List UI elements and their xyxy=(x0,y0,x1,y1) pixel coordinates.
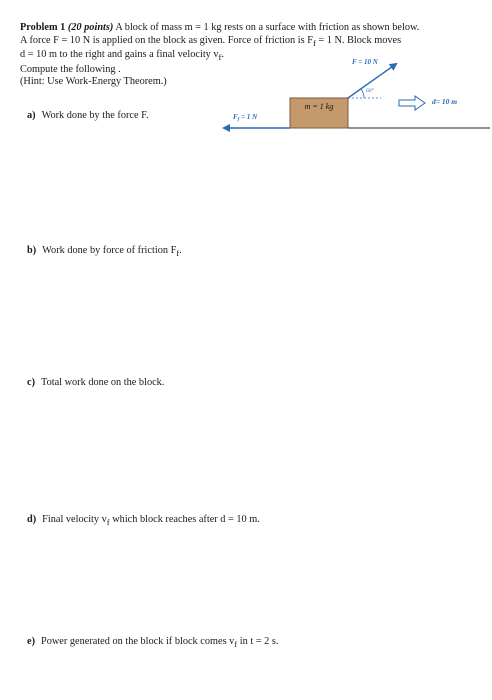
block-label: m = 1 kg xyxy=(304,102,334,111)
problem-line-4: Compute the following . xyxy=(20,63,121,75)
angle-label: 60° xyxy=(366,88,374,94)
question-c: c) Total work done on the block. xyxy=(27,377,165,388)
angle-arc xyxy=(361,89,364,98)
question-b: b) Work done by force of friction $F_f$. xyxy=(27,245,182,259)
problem-line-1 xyxy=(20,22,480,35)
distance-label: d= 10 m xyxy=(432,97,458,106)
problem-title: Problem 1 xyxy=(20,22,66,33)
force-diagram xyxy=(218,56,490,140)
problem-line-3: d = 10 m to the right and gains a final velocity $v_f$. xyxy=(20,49,224,63)
force-label: F = 10 N xyxy=(352,58,378,66)
question-e: e) Power generated on the block if block comes $v_f$ in t = 2 s. xyxy=(27,636,279,650)
question-a: a) Work done by the force F. xyxy=(27,110,149,121)
problem-points: (20 points) xyxy=(67,22,114,33)
distance-arrow-icon xyxy=(399,96,425,110)
problem-hint: (Hint: Use Work-Energy Theorem.) xyxy=(20,76,167,88)
question-d: d) Final velocity $v_f$ which block reaches after d = 10 m. xyxy=(27,514,260,528)
friction-label: $F_f = 1$ N xyxy=(233,113,258,123)
problem-line-2: A force F = 10 N is applied on the block as given. Force of friction is $F_f = 1$ N. Block moves xyxy=(20,34,402,48)
problem-text-1: A block of mass m = 1 kg rests on a surface with friction as shown below. xyxy=(115,22,420,33)
